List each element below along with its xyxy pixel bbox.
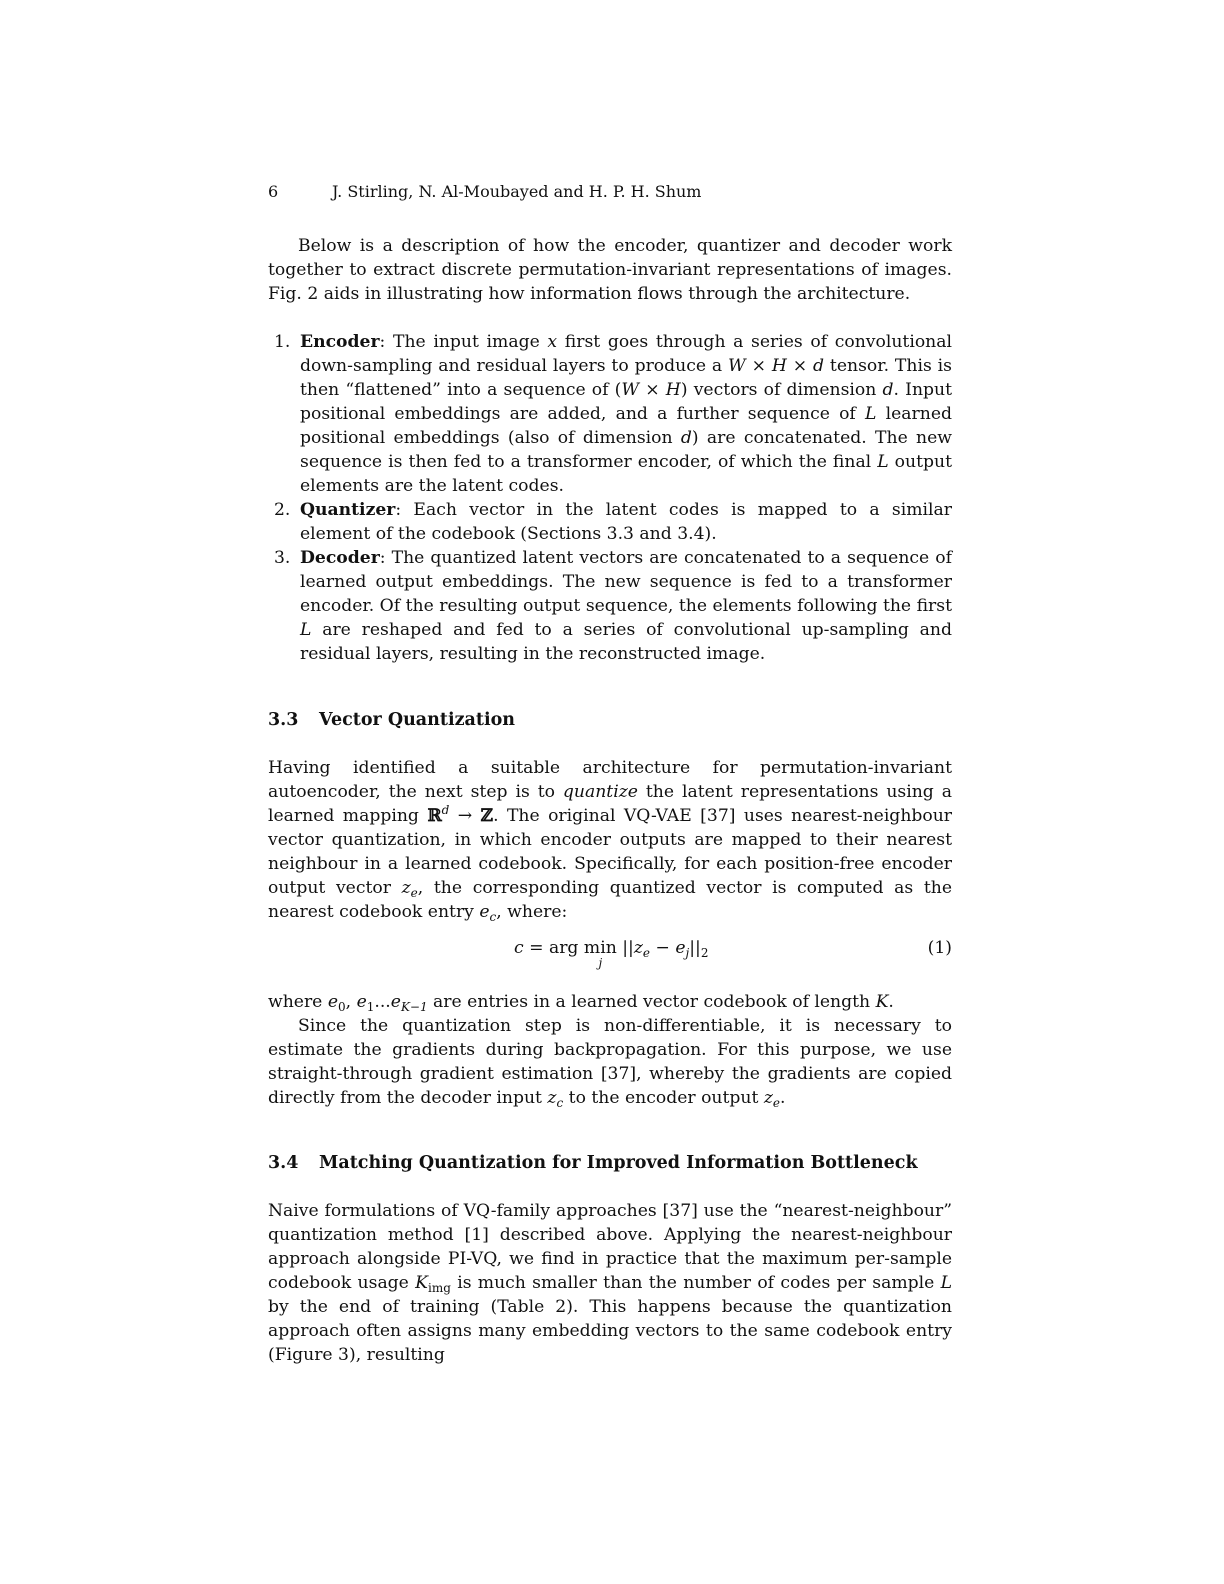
argmin — [583, 936, 617, 970]
math-sub: e — [642, 946, 650, 960]
list-number: 2. — [274, 500, 291, 520]
step-text: first goes through a series of convolutional down-sampling and residual layers to produce a — [300, 332, 952, 376]
text: by the end of training (Table 2). This happens because the quantization approach often assigns many embedding vectors to the same codebook entry (Figure 3), resulting — [268, 1297, 952, 1365]
text: , — [345, 992, 357, 1012]
step-text: are reshaped and fed to a series of convolutional up-sampling and residual layers, resulting in the reconstructed image. — [300, 620, 952, 664]
page-number: 6 — [268, 182, 279, 201]
step-text: output elements are the latent codes. — [300, 452, 952, 496]
math-var: e — [675, 938, 686, 958]
paragraph-vq-intro — [268, 756, 952, 924]
list-item-quantizer — [268, 498, 952, 546]
math-min: min — [583, 938, 617, 958]
text: to the encoder output — [563, 1088, 764, 1108]
text: Having identified a suitable architecture for permutation-invariant autoencoder, the next step is to — [268, 758, 952, 802]
math-var: d — [680, 428, 692, 448]
text: where — [268, 992, 328, 1012]
math-sub: c — [556, 1096, 564, 1110]
math-var: K — [415, 1273, 428, 1293]
math-arrow: → — [449, 806, 481, 826]
math-norm: || — [616, 938, 634, 958]
math-sub: j — [685, 946, 690, 960]
math-sub: c — [489, 910, 497, 924]
equation-1 — [268, 936, 952, 990]
equation-body — [514, 936, 709, 970]
step-title: Decoder — [300, 548, 380, 568]
list-item-decoder — [268, 546, 952, 666]
text: , the corresponding quantized vector is computed as the nearest codebook entry — [268, 878, 952, 922]
math-var: z — [401, 878, 411, 898]
math-var: L — [865, 404, 877, 424]
math-var: z — [547, 1088, 557, 1108]
math-var: c — [514, 938, 524, 958]
math-var: x — [547, 332, 558, 352]
paragraph-straight-through — [268, 1014, 952, 1110]
step-text: . Input positional embeddings are added, and a further sequence of — [300, 380, 953, 424]
architecture-steps — [268, 330, 952, 666]
section-number: 3.3 — [268, 710, 299, 730]
list-number: 3. — [274, 548, 291, 568]
math-var: e — [327, 992, 338, 1012]
list-item-encoder — [268, 330, 952, 498]
math-op: = arg — [523, 938, 584, 958]
intro-paragraph: Below is a description of how the encoder, quantizer and decoder work together to extract discrete permutation-invariant representations of images. Fig. 2 aids in illustrating how information flows through the architecture. — [268, 236, 952, 304]
math-var: K — [875, 992, 889, 1012]
text: . — [888, 992, 894, 1012]
math-norm: || — [689, 938, 701, 958]
section-number: 3.4 — [268, 1153, 299, 1173]
math-var: z — [633, 938, 643, 958]
emphasis: quantize — [562, 782, 638, 802]
math-expr: W × H — [621, 380, 681, 400]
math-op: − — [650, 938, 676, 958]
math-sub: K−1 — [400, 1000, 428, 1014]
step-title: Quantizer — [300, 500, 396, 520]
step-text: : The input image — [379, 332, 548, 352]
math-var: e — [356, 992, 367, 1012]
section-title: Matching Quantization for Improved Information Bottleneck — [319, 1153, 918, 1173]
text: ... — [374, 992, 391, 1012]
step-text: ) are concatenated. The new sequence is then fed to a transformer encoder, of which the final — [300, 428, 952, 472]
math-var: L — [877, 452, 889, 472]
text: Naive formulations of VQ-family approaches [37] use the “nearest-neighbour” quantization method [1] described above. Applying the nearest-neighbour approach alongside PI-VQ, we find in practice that the maximum per-sample codebook usage — [268, 1201, 952, 1293]
text: , where: — [496, 902, 568, 922]
text: . — [780, 1088, 786, 1108]
math-var: d — [882, 380, 894, 400]
text: . The original VQ-VAE [37] uses nearest-neighbour vector quantization, in which encoder outputs are mapped to their nearest neighbour in a learned codebook. Specifically, for each position-free encoder output vector — [268, 806, 953, 898]
step-title: Encoder — [300, 332, 380, 352]
text: the latent representations using a learned mapping — [268, 782, 952, 826]
math-var: L — [940, 1273, 952, 1293]
authors: J. Stirling, N. Al-Moubayed and H. P. H. Shum — [332, 182, 702, 201]
math-var: L — [300, 620, 312, 640]
math-var: z — [763, 1088, 773, 1108]
step-text: ) vectors of dimension — [680, 380, 883, 400]
step-text: : Each vector in the latent codes is mapped to a similar element of the codebook (Sections 3.3 and 3.4). — [300, 500, 952, 544]
paragraph-codebook — [268, 990, 952, 1014]
math-reals: ℝ — [427, 806, 442, 826]
paragraph-matching — [268, 1199, 952, 1367]
math-under: j — [598, 956, 603, 970]
section-heading-3-3 — [268, 708, 952, 732]
text: Since the quantization step is non-differentiable, it is necessary to estimate the gradients during backpropagation. For this purpose, we use straight-through gradient estimation [37], whereby the gradients are copied directly from the decoder input — [268, 1016, 952, 1108]
math-sub: 2 — [700, 946, 709, 960]
paper-page — [268, 178, 952, 1367]
math-integers: ℤ — [480, 806, 494, 826]
math-var: e — [390, 992, 401, 1012]
equation-number: (1) — [927, 938, 952, 958]
step-text: learned positional embeddings (also of dimension — [300, 404, 952, 448]
math-sup: d — [441, 803, 450, 817]
step-text: tensor. This is then “flattened” into a sequence of ( — [300, 356, 952, 400]
text: is much smaller than the number of codes per sample — [450, 1273, 941, 1293]
section-title: Vector Quantization — [319, 710, 515, 730]
section-heading-3-4 — [268, 1151, 952, 1175]
math-sub: e — [410, 886, 418, 900]
math-sub: e — [772, 1096, 781, 1110]
running-head — [268, 178, 952, 206]
math-sub: 1 — [366, 1000, 375, 1014]
math-sub: 0 — [337, 1000, 346, 1014]
step-text: : The quantized latent vectors are concatenated to a sequence of learned output embeddings. The new sequence is fed to a transformer encoder. Of the resulting output sequence, the elements following the first — [300, 548, 952, 616]
text: are entries in a learned vector codebook of length — [427, 992, 876, 1012]
math-sub: img — [428, 1281, 451, 1295]
math-var: e — [479, 902, 490, 922]
list-number: 1. — [274, 332, 291, 352]
math-expr: W × H × d — [728, 356, 825, 376]
